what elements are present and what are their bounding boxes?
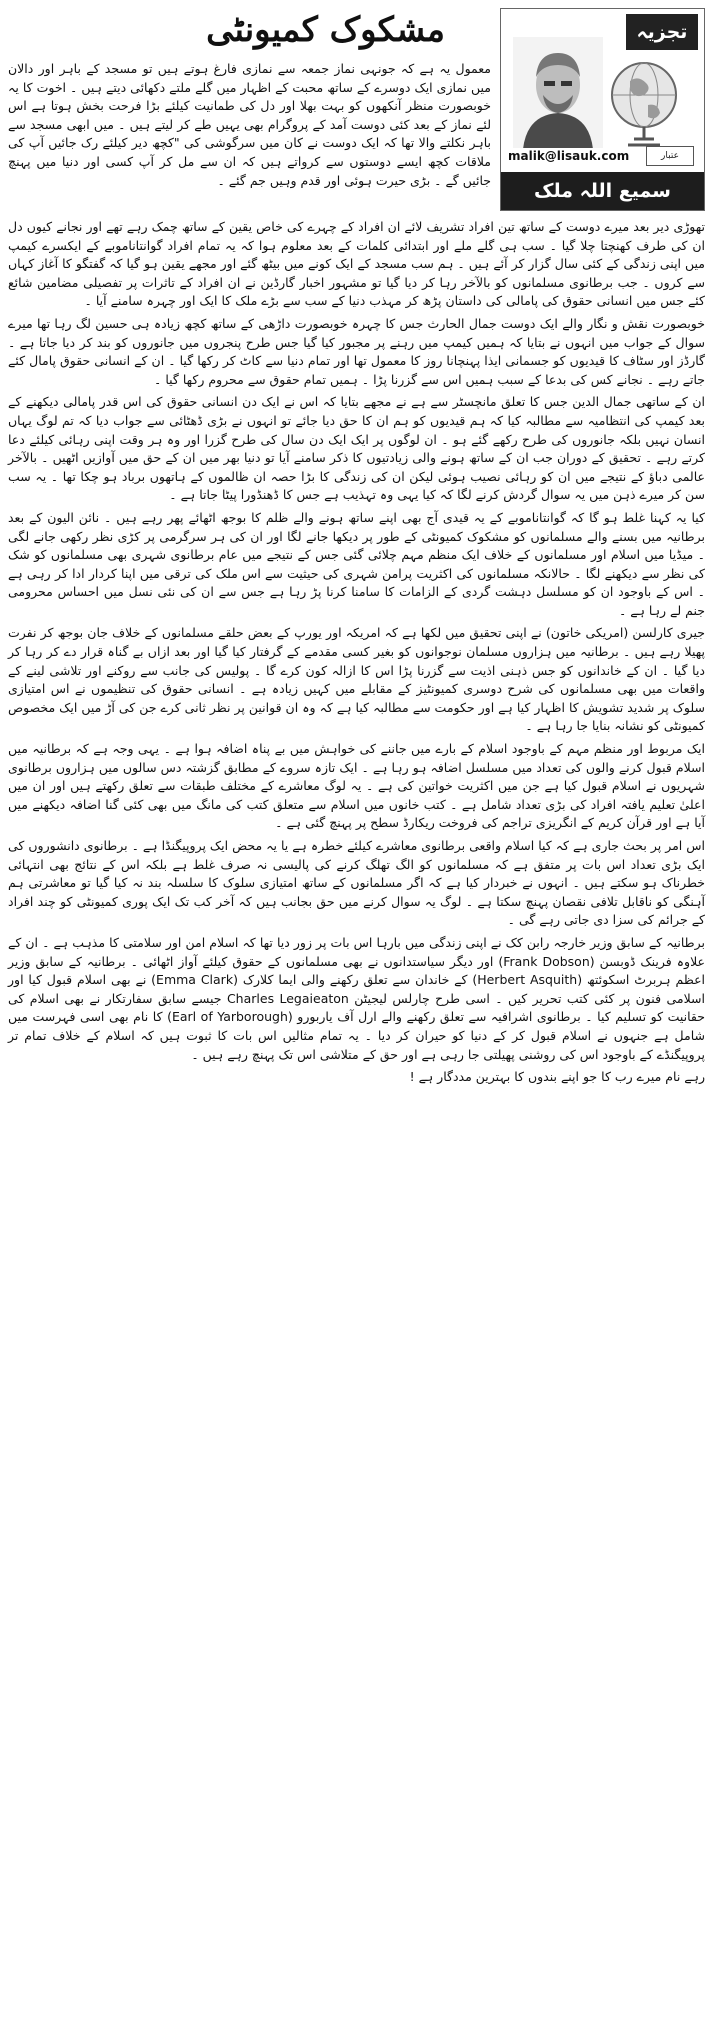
paragraph: تھوڑی دیر بعد میرے دوست کے ساتھ تین افراد تشریف لائے ان افراد کے چہرے کی خاص یقین کے ساتھ چمک رہے تھے اور نجانے کیوں دل ان کی طرف کھنچتا چلا گیا ۔ سب ہی گلے ملے اور ابتدائی کلمات کے بعد معلوم ہوا کہ یہ تمام افراد گوانتاناموبے کے ایکسرے کیمپ میں اپنی زندگی کے کئی سال گزار کر آئے ہیں ۔ ہم سب مسجد کے ایک کونے میں بیٹھ گئے اور مجھے یقین ہو گیا کہ گفتگو کا آغاز کہاں سے کروں ۔ جب برطانوی مسلمانوں کو بالآخر رہا کر دیا گیا تو مشہور اخبار گارڈین نے ان افراد کے تاثرات پر تفصیلی مضامین شائع کئے جس میں انسانی حقوق کی پامالی کی داستان پڑھ کر مہذب دنیا کے سب سے بڑے ملک کا ایک اور چہرہ سامنے آیا ۔ bbox=[8, 219, 705, 309]
author-column-box bbox=[500, 8, 705, 211]
closing-line: رہے نام میرے رب کا جو اپنے بندوں کا بہترین مددگار ہے ! bbox=[409, 1069, 705, 1085]
article-title: مشکوک کمیونٹی bbox=[206, 10, 445, 50]
paragraph: ایک مربوط اور منظم مہم کے باوجود اسلام کے بارے میں جاننے کی خواہش میں بے پناہ اضافہ ہوا ہے ۔ یہی وجہ ہے کہ برطانیہ میں اسلام قبول کرنے والوں کی تعداد میں مسلسل اضافہ ہو رہا ہے ۔ ایک تازہ سروے کے مطابق گزشتہ دس سالوں میں ہزاروں برطانوی شہریوں نے اسلام قبول کیا ہے جن میں اکثریت خواتین کی ہے ۔ یہ لوگ معاشرے کے مختلف طبقات سے تعلق رکھتے ہیں اور ان میں اعلیٰ تعلیم یافتہ افراد کی بڑی تعداد شامل ہے ۔ کتب خانوں میں اسلام سے متعلق کتب کی مانگ میں بھی کئی گنا اضافہ دیکھنے میں آیا ہے اور قرآن کریم کے انگریزی تراجم کی فروخت ریکارڈ سطح پر پہنچ گئی ہے ۔ bbox=[8, 741, 705, 831]
globe-icon bbox=[604, 55, 684, 151]
paragraph: خوبصورت نقش و نگار والے ایک دوست جمال الحارث جس کا چہرہ خوبصورت داڑھی کے ساتھ کچھ زیادہ ہی حسین لگ رہا تھا میرے سوال کے جواب میں انہوں نے بتایا کہ ہمیں کیمپ میں رہنے پر مجبور کیا گیا جس طرح پنجروں میں جانوروں کو بند کر دیا جاتا ہے ۔ گارڈز اور سٹاف کا قیدیوں کو جسمانی ایذا پہنچانا روز کا معمول تھا اور تمام دنیا سے کاٹ کر رکھا گیا ۔ ان کے انسانی حقوق پامال کئے جاتے رہے ۔ نجانے کس کی بدعا کے سبب ہمیں اس سے گزرنا پڑا ۔ ہمیں تمام حقوق سے محروم رکھا گیا ۔ bbox=[8, 315, 705, 387]
article-header bbox=[8, 6, 705, 214]
paragraph: برطانیہ کے سابق وزیر خارجہ رابن کک نے اپنی زندگی میں بارہا اس بات پر زور دیا تھا کہ اسلام امن اور سلامتی کا مذہب ہے ۔ ان کے علاوہ فرینک ڈوبسن (Frank Dobson) اور دیگر سیاستدانوں نے بھی مسلمانوں کے حقوق کیلئے آواز اٹھائی ۔ برطانیہ کے سابق وزیر اعظم ہربرٹ اسکوئتھ (Herbert Asquith) کے خاندان سے تعلق رکھنے والی ایما کلارک (Emma Clark) نے بھی اسلام قبول کیا اور اسلامی فنون پر کئی کتب تحریر کیں ۔ اسی طرح چارلس لیجیٹن Charles Legaieaton جیسے سابق سفارتکار نے بھی اسلام کی حقانیت کو تسلیم کیا ۔ برطانوی اشرافیہ سے تعلق رکھنے والے ارل آف یاربورو (Earl of Yarborough) کا نام بھی اسی فہرست میں شامل ہے جنہوں نے اسلام قبول کر کے دنیا کو حیران کر دیا ۔ یہ تمام مثالیں اس بات کا ثبوت ہیں کہ اسلام کے خلاف تمام تر پروپیگنڈے کے باوجود اس کی روشنی پھیلتی جا رہی ہے اور حق کے متلاشی اس تک پہنچ رہے ہیں ۔ bbox=[8, 934, 706, 1062]
article-body bbox=[8, 218, 705, 1087]
paragraph: ان کے ساتھی جمال الدین جس کا تعلق مانچسٹر سے ہے نے مجھے بتایا کہ اس نے ایک دن انسانی حقوق کی اس قدر پامالی دیکھنے کے بعد کیمپ کی انتظامیہ سے مطالبہ کیا کہ ہم قیدیوں کو ہم ان کا حق دیا جائے تو انہوں نے بڑی ڈھٹائی سے جواب دیا کہ تم لوگ یہاں انسان نہیں بلکہ جانوروں کی طرح رکھے گئے ہو ۔ ان لوگوں پر ایک ایک دن سال کی طرح گزرا اور وہ ہر وقت اپنی رہائی کیلئے دعا کرتے رہے ۔ تحقیق کے دوران جب ان کے ساتھ ہونے والی زیادتیوں کا ذکر سامنے آیا تو دنیا بھر میں ان کے حق میں آوازیں اٹھیں ۔ بالآخر عالمی دباؤ کے نتیجے میں ان کو رہائی نصیب ہوئی لیکن ان کی زندگی کا بڑا حصہ ان ظالموں کے ہاتھوں برباد ہو چکا تھا ۔ یہ سب سن کر میرے ذہن میں یہ سوال گردش کرنے لگا کہ کیا یہی وہ تہذیب ہے جس کا ڈھنڈورا پیٹا جاتا ہے ۔ bbox=[8, 394, 705, 503]
intro-paragraph: معمول یہ ہے کہ جونہی نماز جمعہ سے نمازی فارغ ہوتے ہیں تو مسجد کے باہر اور دالان میں نمازی ایک دوسرے کے ساتھ محبت کے اظہار میں گلے ملتے دکھائی دیتے ہیں ۔ اخوت کا یہ خوبصورت منظر آنکھوں کو بہت بھلا اور دل کی طمانیت کیلئے بڑا فرحت بخش ہوتا ہے اس لئے نماز کے بعد کئی دوست آمد کے پروگرام بھی یہیں طے کر لیتے ہیں ۔ میں ابھی مسجد سے باہر نکلتے والا تھا کہ ایک دوست نے کان میں سرگوشی کی "کچھ دیر کیلئے رک جائیں آپ کی ملاقات کچھ ایسے دوستوں سے کرواتے ہیں کہ ان سے مل کر آپ کسی اور دنیا میں پہنچ جائیں گے ۔ بڑی حیرت ہوئی اور قدم وہیں جم گئے ۔ bbox=[8, 61, 491, 188]
author-portrait bbox=[513, 37, 603, 149]
author-name: سمیع اللہ ملک bbox=[501, 172, 704, 210]
author-email[interactable]: malik@lisauk.com bbox=[505, 148, 632, 164]
section-label: تجزیہ bbox=[626, 14, 698, 50]
paragraph: کیا یہ کہنا غلط ہو گا کہ گوانتاناموبے کے یہ قیدی آج بھی اپنے ساتھ ہونے والے ظلم کا بوجھ اٹھائے پھر رہے ہیں ۔ نائن الیون کے بعد برطانیہ میں بسنے والے مسلمانوں کو مشکوک کمیونٹی کے طور پر دیکھا جانے لگا اور ان کی ہر سرگرمی پر کڑی نظر رکھی جانے لگی ۔ میڈیا میں اسلام اور مسلمانوں کے خلاف ایک منظم مہم چلائی گئی جس کے نتیجے میں عام برطانوی شہری بھی مسلمانوں کو شک کی نظر سے دیکھنے لگا ۔ حالانکہ مسلمانوں کی اکثریت پرامن شہری کی حیثیت سے اس ملک کی ترقی میں اپنا کردار ادا کر رہی ہے ۔ اس کے باوجود ان کو مسلسل دہشت گردی کے الزامات کا سامنا کرنا پڑ رہا ہے جس سے ان کی نئی نسل میں احساس محرومی جنم لے رہا ہے ۔ bbox=[8, 509, 705, 618]
paragraph: اس امر پر بحث جاری ہے کہ کیا اسلام واقعی برطانوی معاشرے کیلئے خطرہ ہے یا یہ محض ایک پروپیگنڈا ہے ۔ برطانوی دانشوروں کی ایک بڑی تعداد اس بات پر متفق ہے کہ مسلمانوں کو الگ تھلگ کرنے کی پالیسی نہ صرف غلط ہے بلکہ اس کے نتائج بھی انتہائی خطرناک ہو سکتے ہیں ۔ انہوں نے خبردار کیا ہے کہ اگر مسلمانوں کے ساتھ امتیازی سلوک کا سلسلہ بند نہ کیا گیا تو معاشرتی ہم آہنگی کو ناقابل تلافی نقصان پہنچ سکتا ہے ۔ لوگ یہ سوال کرنے میں حق بجانب ہیں کہ آخر کب تک ایک پوری کمیونٹی کو چند افراد کے جرائم کی سزا دی جاتی رہے گی ۔ bbox=[8, 838, 705, 928]
publication-logo: عتبار bbox=[646, 146, 694, 166]
paragraph: جیری کارلسن (امریکی خاتون) نے اپنی تحقیق میں لکھا ہے کہ امریکہ اور یورپ کے بعض حلقے مسلمانوں کے خلاف جان بوجھ کر نفرت پھیلا رہے ہیں ۔ برطانیہ میں ہزاروں مسلمان نوجوانوں کو بغیر کسی مقدمے کے گرفتار کیا گیا اور بعد ازاں بے گناہ قرار دے کر رہا کر دیا گیا ۔ ان کے خاندانوں کو جس ذہنی اذیت سے گزرنا پڑا اس کا ازالہ کون کرے گا ۔ پولیس کی جانب سے روکنے اور تلاشی لینے کے واقعات میں بھی مسلمانوں کی شرح دوسری کمیونٹیز کے مقابلے میں کہیں زیادہ ہے ۔ انسانی حقوق کی تنظیموں نے اس امتیازی سلوک پر شدید تشویش کا اظہار کیا ہے اور حکومت سے مطالبہ کیا ہے کہ وہ ان قوانین پر نظر ثانی کرے جن کی آڑ میں ایک مخصوص کمیونٹی کو نشانہ بنایا جا رہا ہے ۔ bbox=[8, 625, 705, 734]
